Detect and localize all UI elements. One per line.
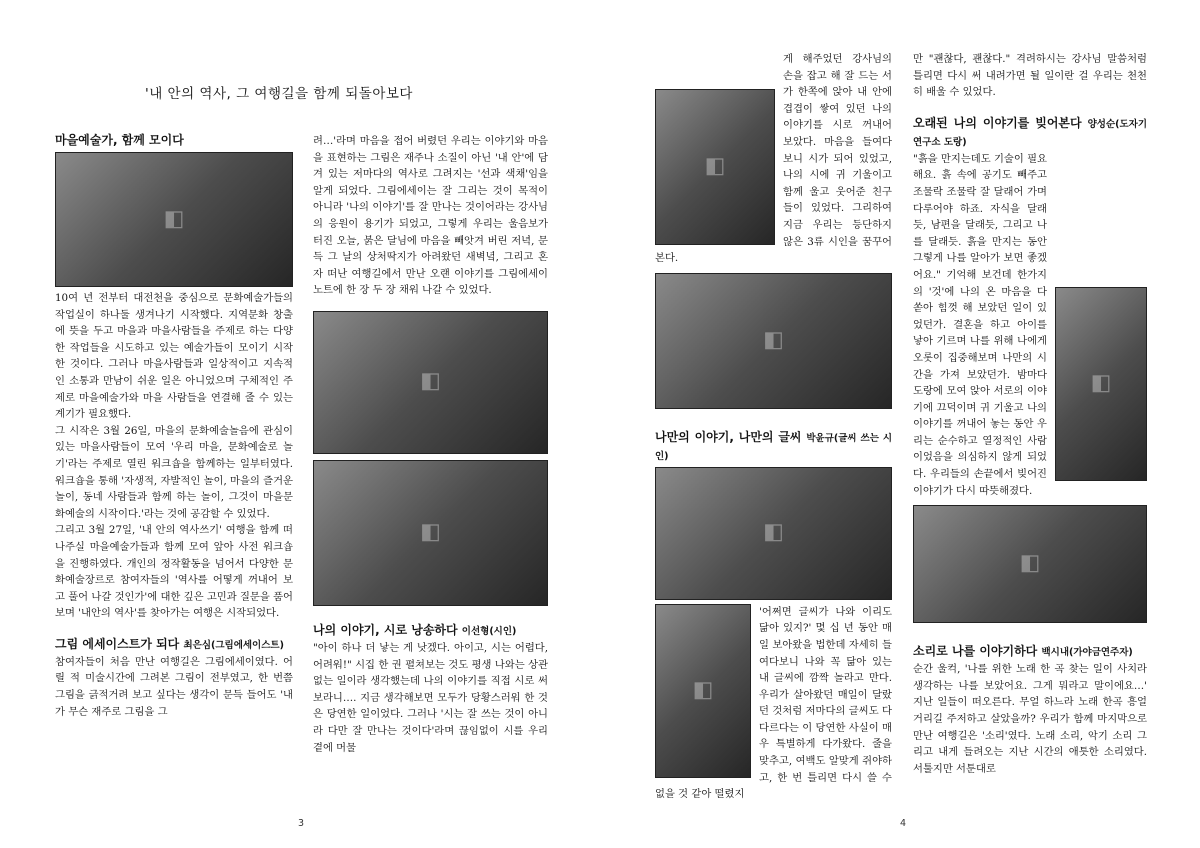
section-heading-village-artists: 마을예술가, 함께 모이다 [55, 133, 184, 147]
page-number: 3 [298, 818, 305, 829]
section-heading-poetry [313, 622, 548, 640]
paragraph: 만 "괜찮다, 괜찮다." 격려하시는 강사님 말씀처럼 틀리면 다시 써 내려가면 될 일이란 걸 우리는 천천히 배울 수 있었다. [913, 53, 1147, 99]
photo-pottery-group [913, 505, 1147, 623]
section-heading-handwriting [655, 429, 892, 465]
section-heading-drawing-essay [55, 636, 293, 654]
left-column-2 [313, 133, 548, 756]
photo-icon: ◧ [763, 327, 784, 353]
article-title: '내 안의 역사, 그 여행길을 함께 되돌아보다 [145, 86, 413, 102]
photo-group-table [655, 273, 892, 409]
photo-icon: ◧ [763, 519, 784, 545]
photo-icon: ◧ [420, 519, 441, 545]
right-column-1 [655, 51, 892, 803]
heading-text: 나의 이야기, 시로 낭송하다 [313, 622, 458, 637]
paragraph: 게 해주었던 강사님의 손을 잡고 해 잘 드는 서가 한쪽에 앉아 내 안에 겹겹이 쌓여 있던 나의 이야기를 시로 꺼내어 보았다. 마음을 들여다 보니 시가 되어 있었고, 나의 시에 귀 기울이고 함께 울고 웃어준 친구들이 있었다. 그리하여 지금 우리는 등단하지 않은 3류 시인을 꿈꾸어 본다. [655, 53, 892, 265]
paragraph: 10여 년 전부터 대전천을 중심으로 문화예술가들의 작업실이 하나둘 생겨나기 시작했다. 지역문화 창출에 뜻을 두고 마을과 마을사람들을 주제로 하는 다양한 작업들을 시도하고 있는 예술가들이 모이기 시작한 것이다. 그러나 마을사람들과 일상적이고 지속적인 소통과 만남이 쉬운 일은 아니었으며 구체적인 주제로 마을예술가와 마을 사람들을 연결해 줄 수 있는 계기가 필요했다. [55, 292, 293, 421]
photo-icon: ◧ [1019, 550, 1041, 576]
photo-icon: ◧ [163, 206, 185, 232]
section-heading-sound [913, 643, 1147, 661]
left-column-1 [55, 132, 293, 720]
photo-classroom-projection [313, 311, 548, 454]
section-heading-pottery [913, 115, 1147, 151]
paragraph: 그리고 3월 27일, '내 안의 역사쓰기' 여행을 함께 떠나주실 마을예술가들과 함께 모여 앞아 사전 워크숍을 진행하였다. 개인의 정작활동을 넘어서 다양한 문화예술장르로 참여자들의 '역사를 어떻게 꺼내어 보고 풀어 나갈 것인가'에 대한 깊은 고민과 질문을 품어보며 '내안의 역사'를 찾아가는 여행은 시작되었다. [55, 524, 293, 620]
photo-reading-bookshelf [655, 89, 775, 245]
heading-text: 그림 에세이스트가 되다 [55, 636, 180, 651]
right-column-2 [913, 51, 1147, 777]
paragraph: '어쩌면 글씨가 나와 이리도 닮아 있지?' 몇 십 년 동안 매일 보아왔을 법한데 자세히 들여다보니 나와 꼭 닮아 있는 내 글씨에 깜짝 놀라고 만다. 우리가 살아왔던 매일이 달랐던 것처럼 저마다의 글씨도 다 다르다는 이 당연한 사실이 매우 특별하게 다가왔다. 줄을 맞추고, 여백도 알맞게 쥐야하고, 한 번 틀리면 다시 쓸 수 없을 것 같아 떨렸지 [655, 605, 892, 801]
author-credit: 양성순(도자기 연구소 도랑) [913, 118, 1147, 148]
heading-text: 오래된 나의 이야기를 빚어본다 [913, 115, 1082, 130]
paragraph: "아이 하나 더 낳는 게 낫겠다. 아이고, 시는 어렵다, 어려워!" 시집 한 권 펼쳐보는 것도 평생 나와는 상관없는 일이라 생각했는데 나의 이야기를 직접 시로 써보라니…. 지금 생각해보면 모두가 당황스러워 한 것은 당연한 일이었다. 그러나 '시는 잘 쓰는 것이 아니라 다만 잘 만나는 것이다'라며 끊임없이 시를 우리 곁에 머물 [313, 641, 548, 754]
right-page [600, 0, 1200, 848]
photo-pottery-hands [1055, 287, 1147, 481]
page-number: 4 [900, 818, 907, 829]
photo-calligraphy-writing [655, 604, 751, 778]
photo-icon: ◧ [1090, 370, 1112, 396]
paragraph: 참여자들이 처음 만난 여행길은 그림에세이였다. 어릴 적 미술시간에 그려본 그림이 전부였고, 한 번쯤 그림을 긁적거려 보고 싶다는 생각이 문득 들어도 '내가 무슨 재주로 그림을 그 [55, 655, 293, 718]
photo-drawing-notebook [313, 460, 548, 606]
photo-workshop-gathering [55, 152, 293, 287]
heading-text: 소리로 나를 이야기하다 [913, 644, 1038, 659]
paragraph: "흙을 만지는데도 기술이 필요해요. 흙 속에 공기도 빼주고 조물락 조물락 잘 달래어 가며 다루어야 하죠. 자식을 달래듯, 남편을 달래듯, 그리고 나를 달래듯. 흙을 만지는 동안 그렇게 나를 알아가 보면 좋겠어요." 기억해 보건데 한가지의 '것'에 나의 온 마음을 다 쏟아 힘껏 해 보았던 일이 있었던가. 결혼을 하고 아이를 낳아 기르며 나를 위해 나에게 오롯이 집중해보며 나만의 시간을 가져 보았던가. 밤마다 도랑에 모여 앉아 서로의 이야기에 끄덕이며 귀 기울고 나의 이야기를 꺼내어 놓는 동안 우리는 순수하고 열정적인 사람이었음을 의심하지 않게 되었다. 우리들의 손끝에서 빚어진 이야기가 다시 따뜻해졌다. [913, 152, 1047, 497]
paragraph: 순간 울컥, '나를 위한 노래 한 곡 찾는 일이 사치라 생각하는 나를 보았어요. 그게 뭐라고 말이에요…' 지난 일들이 떠오른다. 무얼 하느라 노래 한곡 흥얼거리길 주저하고 살았을까? 우리가 함께 마지막으로 만난 여행길은 '소리'였다. 노래 소리, 악기 소리 그리고 내게 들려오는 지난 시간의 애틋한 소리였다. 서툴지만 서툰대로 [913, 663, 1147, 775]
photo-icon: ◧ [692, 677, 714, 703]
author-credit: 최은심(그림에세이스트) [183, 639, 284, 651]
paragraph: 그 시작은 3월 26일, 마을의 문화예술놀음에 관심이 있는 마을사람들이 모여 '우리 마을, 문화예술로 놀기'라는 주제로 열린 워크숍을 함께하는 일부터였다. 워크숍을 통해 '자생적, 자발적인 놀이, 마을의 즐거운 놀이, 동네 사람들과 함께 하는 놀이, 그것이 마을문화예술의 시작이다.'라는 것에 공감할 수 있었다. [55, 424, 293, 520]
author-credit: 이선형(시인) [461, 625, 517, 637]
author-credit: 백시내(가야금연주자) [1041, 647, 1133, 659]
heading-text: 나만의 이야기, 나만의 글씨 [655, 429, 802, 444]
photo-calligraphy-class [655, 467, 892, 600]
paragraph: 려…'라며 마음을 접어 버렸던 우리는 이야기와 마음을 표현하는 그림은 재주나 소질이 아닌 '내 안'에 담겨 있는 저마다의 역사로 그려지는 '선과 색채'임을 알게 되었다. 그림에세이는 잘 그리는 것이 목적이 아니라 '나의 이야기'를 잘 만나는 것이어라는 강사님의 응원이 용기가 되었고, 그렇게 우리는 울음보가 터진 오늘, 붉은 달님에 마음을 빼앗겨 버린 저녁, 문득 그 날의 상처딱지가 아려왔던 새벽녘, 그리고 혼자 떠난 여행길에서 만난 오랜 이야기를 그림에세이 노트에 한 장 두 장 채워 나갈 수 있었다. [313, 135, 548, 297]
author-credit: 박윤규(글씨 쓰는 시인) [655, 432, 893, 462]
photo-icon: ◧ [704, 153, 726, 179]
photo-icon: ◧ [420, 369, 441, 395]
